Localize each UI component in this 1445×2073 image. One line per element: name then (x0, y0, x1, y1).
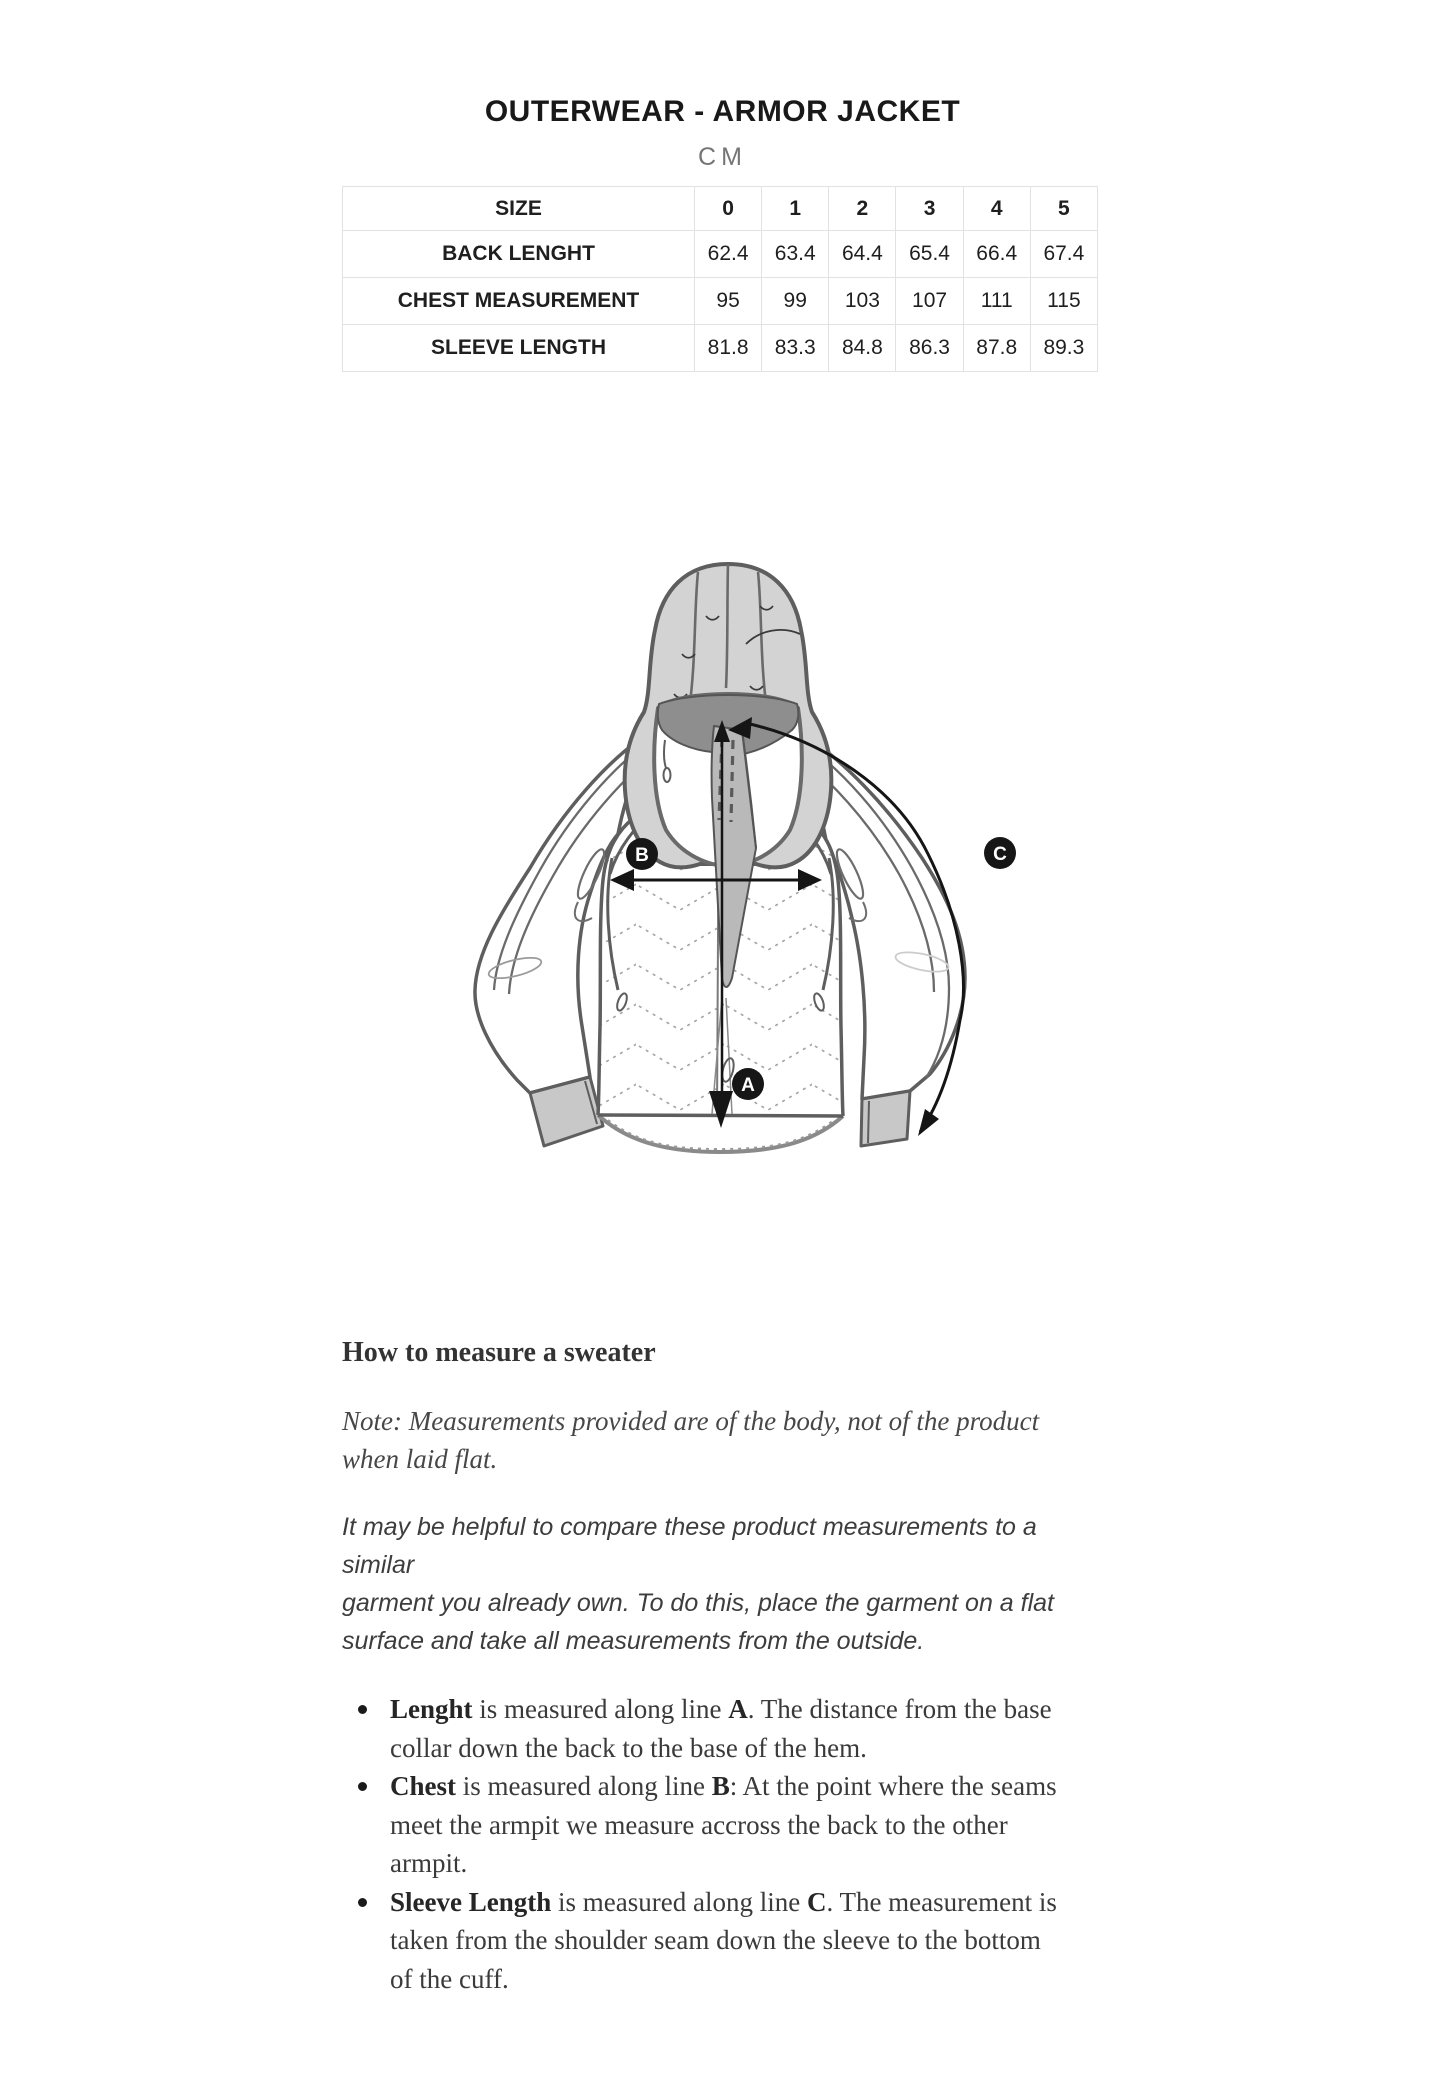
back-length-value: 66.4 (963, 231, 1030, 278)
chest-value: 95 (695, 278, 762, 325)
back-length-value: 64.4 (829, 231, 896, 278)
jacket-measurement-diagram (460, 558, 1025, 1158)
bullet-text: is measured along line (551, 1886, 807, 1917)
page-title: OUTERWEAR - ARMOR JACKET (484, 95, 961, 128)
chest-value: 103 (829, 278, 896, 325)
list-item (390, 1883, 1066, 1999)
label-c: C (993, 844, 1007, 865)
jacket-illustration (460, 558, 1025, 1158)
list-item (390, 1690, 1066, 1767)
bullet-text: . The measurement is taken from the shoulder seam down the sleeve to the bottom of the cuff. (390, 1886, 1057, 1994)
chest-value: 111 (963, 278, 1030, 325)
bullet-line-letter: C (806, 1886, 827, 1917)
chest-value: 99 (762, 278, 829, 325)
chest-value: 115 (1030, 278, 1097, 325)
row-label-sleeve: SLEEVE LENGTH (343, 325, 695, 372)
sleeve-value: 81.8 (695, 325, 762, 372)
sleeve-value: 84.8 (829, 325, 896, 372)
size-col-3: 3 (896, 187, 963, 231)
size-col-5: 5 (1030, 187, 1097, 231)
bullet-term: Lenght (390, 1694, 473, 1724)
tip-line: garment you already own. To do this, place the garment on a flat (342, 1589, 1054, 1617)
tip-line: It may be helpful to compare these product measurements to a similar (342, 1513, 1037, 1579)
row-label-back-length: BACK LENGHT (343, 231, 695, 278)
back-length-value: 62.4 (695, 231, 762, 278)
label-b: B (635, 845, 649, 866)
bullet-term: Chest (390, 1771, 456, 1801)
size-col-1: 1 (762, 187, 829, 231)
chest-value: 107 (896, 278, 963, 325)
bullet-text: : At the point where the seams meet the armpit we measure accross the back to the other armpit. (390, 1771, 1057, 1878)
measure-instructions-list (342, 1690, 1098, 1998)
sleeve-value: 83.3 (762, 325, 829, 372)
table-row (343, 325, 1098, 372)
note-line: Note: Measurements provided are of the body, not of the product (342, 1406, 1040, 1436)
back-length-value: 63.4 (762, 231, 829, 278)
table-row (343, 231, 1098, 278)
label-a: A (741, 1075, 755, 1096)
bullet-line-letter: A (728, 1694, 748, 1724)
bullet-text: is measured along line (456, 1771, 712, 1801)
row-label-chest: CHEST MEASUREMENT (343, 278, 695, 325)
size-table-header-row (343, 187, 1098, 231)
list-item (390, 1767, 1066, 1883)
bullet-text: . The distance from the base collar down the back to the base of the hem. (390, 1694, 1052, 1763)
bullet-text: is measured along line (472, 1694, 729, 1724)
bullet-term: Sleeve Length (390, 1886, 552, 1917)
size-col-0: 0 (695, 187, 762, 231)
note-paragraph (342, 1402, 1098, 1478)
back-length-value: 67.4 (1030, 231, 1097, 278)
size-col-2: 2 (829, 187, 896, 231)
note-line: when laid flat. (342, 1444, 498, 1474)
bullet-line-letter: B (711, 1771, 730, 1801)
tip-line: surface and take all measurements from the outside. (342, 1627, 925, 1655)
size-table (342, 186, 1098, 372)
size-table-header-size: SIZE (343, 187, 695, 231)
how-to-measure-section (342, 1336, 1098, 1998)
tip-paragraph (342, 1508, 1098, 1660)
table-row (343, 278, 1098, 325)
sleeve-value: 89.3 (1030, 325, 1097, 372)
size-col-4: 4 (963, 187, 1030, 231)
sleeve-value: 87.8 (963, 325, 1030, 372)
unit-label: CM (698, 143, 747, 171)
how-to-heading: How to measure a sweater (342, 1337, 656, 1368)
back-length-value: 65.4 (896, 231, 963, 278)
sleeve-value: 86.3 (896, 325, 963, 372)
